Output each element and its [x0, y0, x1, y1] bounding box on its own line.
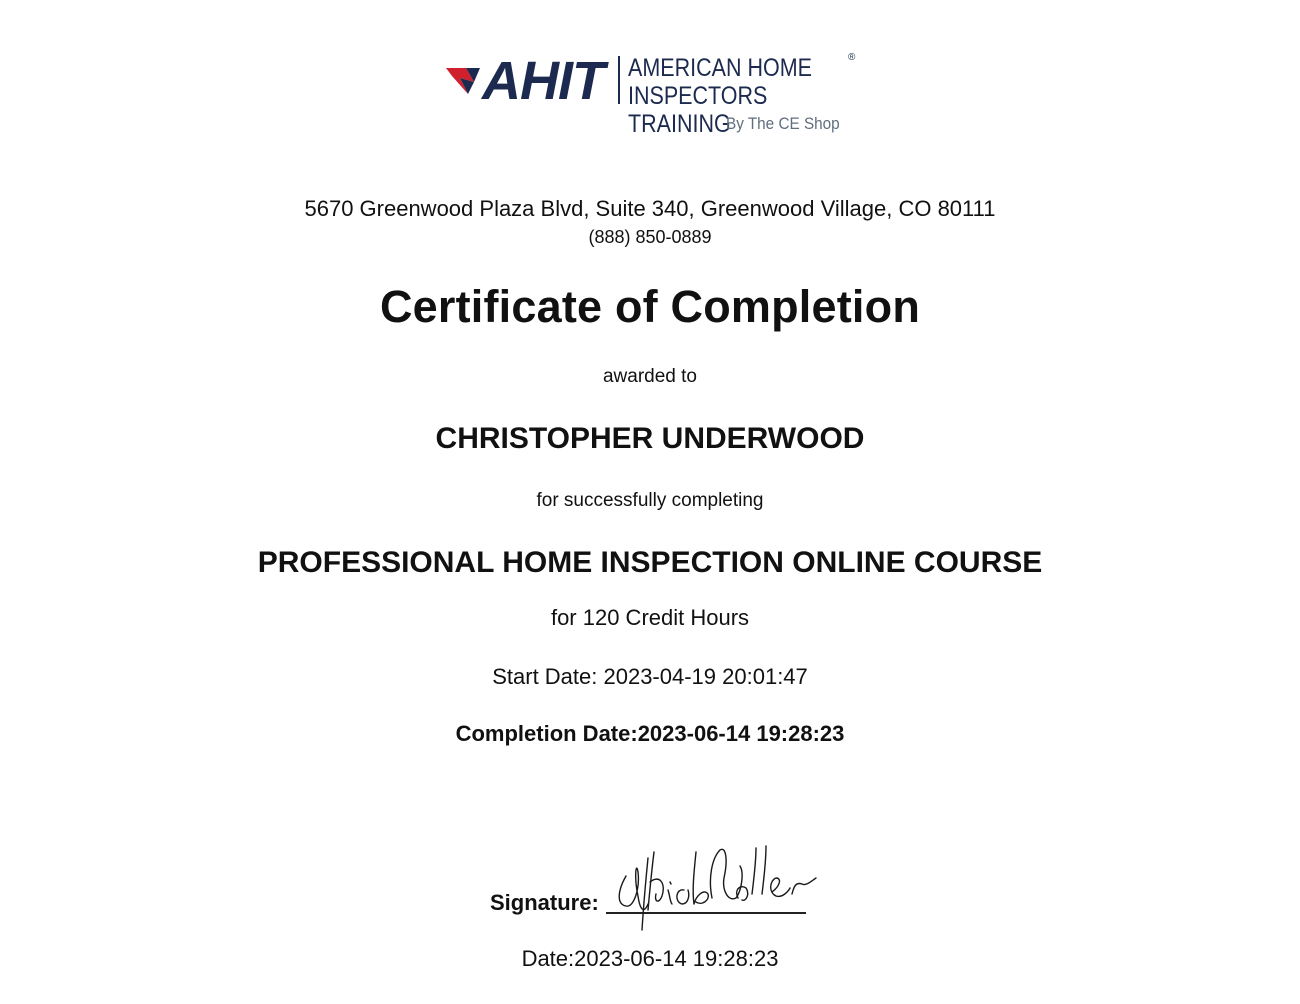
logo-registered-mark: ®: [848, 52, 856, 63]
awarded-to-text: awarded to: [602, 366, 697, 387]
certificate-title: Certificate of Completion: [379, 281, 921, 332]
company-phone: (888) 850-0889: [588, 227, 712, 247]
signature-label: Signature:: [490, 890, 599, 915]
logo-name-line1: AMERICAN HOME: [628, 54, 812, 82]
ahit-flag-icon: [444, 64, 484, 100]
completion-date: Completion Date:2023-06-14 19:28:23: [455, 721, 845, 746]
signature-date: Date:2023-06-14 19:28:23: [521, 946, 779, 971]
completing-text: for successfully completing: [536, 490, 764, 511]
signature-block: [490, 838, 860, 928]
company-address: 5670 Greenwood Plaza Blvd, Suite 340, Greenwood Village, CO 80111: [304, 196, 996, 221]
credit-hours: for 120 Credit Hours: [550, 605, 750, 630]
logo-divider: [618, 56, 620, 104]
recipient-name: CHRISTOPHER UNDERWOOD: [435, 422, 865, 455]
start-date: Start Date: 2023-04-19 20:01:47: [492, 664, 808, 689]
ahit-logo: [444, 50, 864, 140]
logo-byline: By The CE Shop: [726, 114, 840, 133]
course-name: PROFESSIONAL HOME INSPECTION ONLINE COURSE: [257, 546, 1043, 579]
logo-wordmark: AHIT: [482, 51, 604, 111]
logo-name-line2: INSPECTORS TRAINING: [628, 82, 768, 138]
handwritten-signature: [604, 838, 854, 933]
